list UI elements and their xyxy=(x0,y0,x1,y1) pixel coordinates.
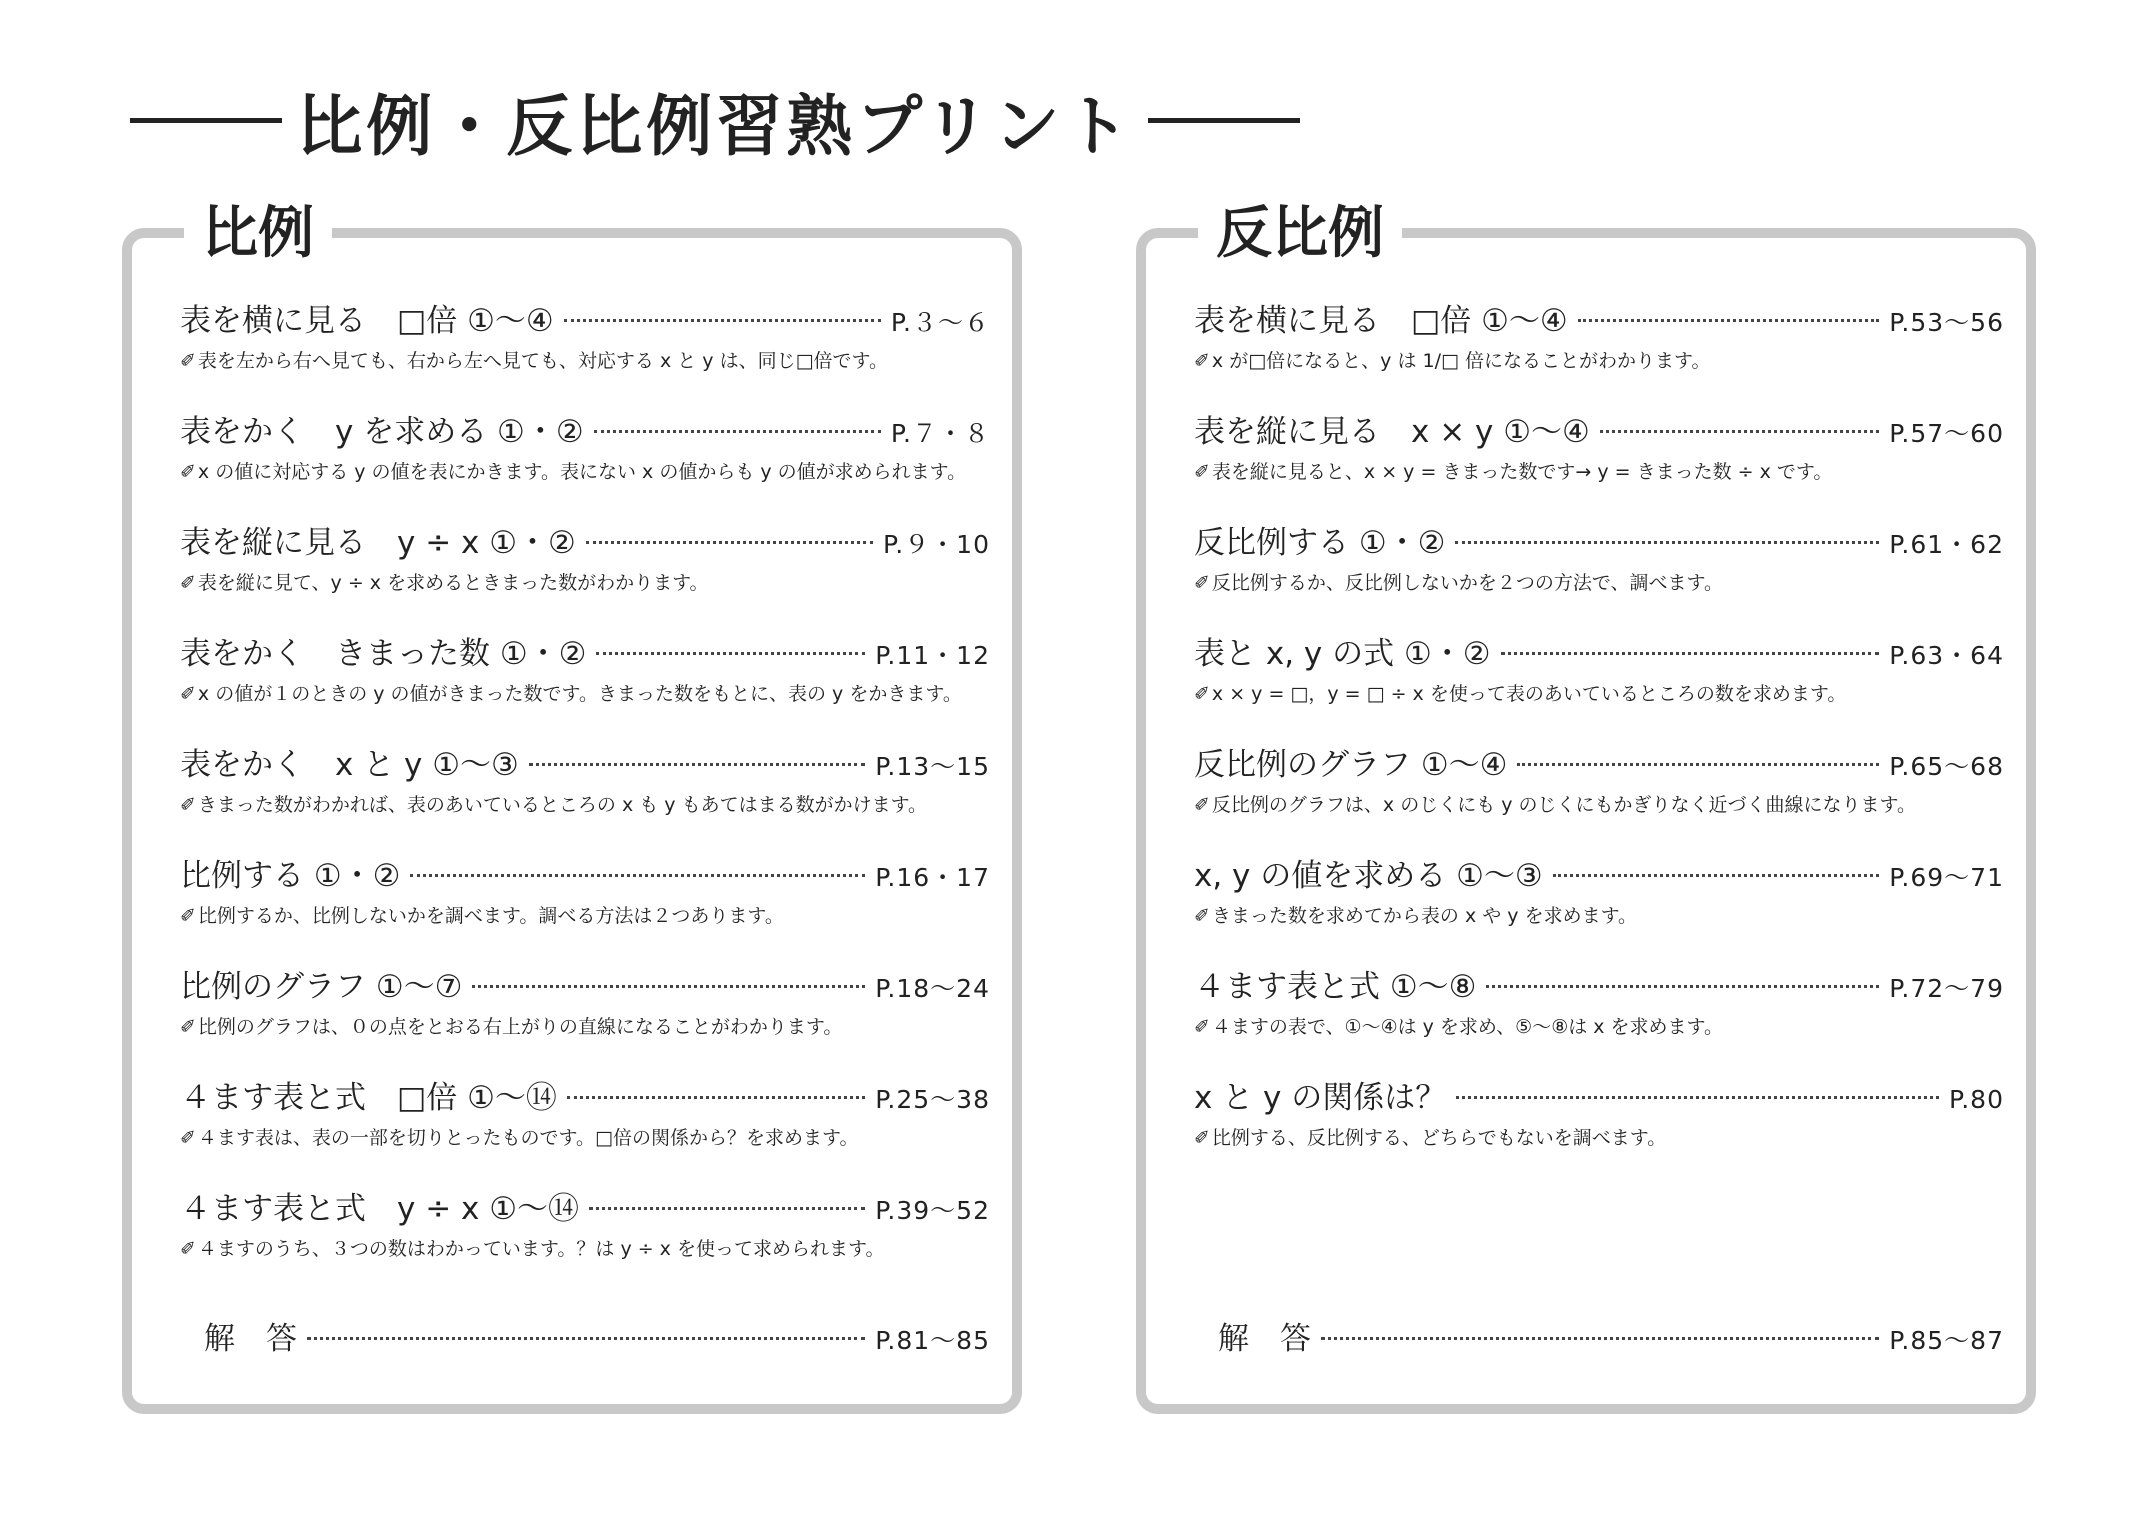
leader-dots xyxy=(564,319,881,322)
item-title: 反比例のグラフ ①〜④ xyxy=(1194,747,1508,783)
page-title-row xyxy=(130,70,1300,170)
answer-item[interactable] xyxy=(1194,1318,2004,1418)
item-note: ４ます表は、表の一部を切りとったものです。□倍の関係から？を求めます。 xyxy=(197,1127,859,1149)
item-note: 反比例するか、反比例しないかを２つの方法で、調べます。 xyxy=(1211,572,1724,594)
page-title: 比例・反比例習熟プリント xyxy=(296,87,1134,165)
pencil-icon: ✐ xyxy=(180,1016,196,1038)
item-page: P.72〜79 xyxy=(1889,974,2004,1003)
toc-item[interactable] xyxy=(180,522,990,622)
toc-item[interactable] xyxy=(1194,411,2004,511)
item-note: きまった数がわかれば、表のあいているところの x も y もあてはまる数がかけます。 xyxy=(197,794,928,816)
leader-dots xyxy=(594,430,881,433)
toc-item[interactable] xyxy=(180,855,990,955)
answer-title: 解 答 xyxy=(1218,1321,1311,1357)
leader-dots xyxy=(1553,874,1880,877)
toc-item[interactable] xyxy=(180,966,990,1066)
toc-item[interactable] xyxy=(1194,1077,2004,1177)
item-title: 表をかく y を求める ①・② xyxy=(180,414,584,450)
item-note: 比例する、反比例する、どちらでもないを調べます。 xyxy=(1211,1127,1667,1149)
item-page: P.13〜15 xyxy=(875,752,990,781)
leader-dots xyxy=(1600,430,1879,433)
leader-dots xyxy=(1501,652,1880,655)
item-title: 反比例する ①・② xyxy=(1194,525,1446,561)
leader-dots xyxy=(1578,319,1880,322)
item-page: P.53〜56 xyxy=(1889,308,2004,337)
item-note: 比例するか、比例しないかを調べます。調べる方法は２つあります。 xyxy=(197,905,784,927)
toc-item[interactable] xyxy=(180,633,990,733)
item-note: x の値に対応する y の値を表にかきます。表にない x の値からも y の値が求められます。 xyxy=(197,461,967,483)
leader-dots xyxy=(567,1096,865,1099)
pencil-icon: ✐ xyxy=(1194,794,1210,816)
proportion-panel xyxy=(122,201,1022,1414)
title-rule-right xyxy=(1148,118,1300,123)
item-title: x と y の関係は？ xyxy=(1194,1080,1447,1116)
toc-item[interactable] xyxy=(1194,633,2004,733)
pencil-icon: ✐ xyxy=(180,794,196,816)
leader-dots xyxy=(1321,1337,1879,1340)
toc-item[interactable] xyxy=(1194,522,2004,622)
item-title: 表をかく x と y ①〜③ xyxy=(180,747,519,783)
leader-dots xyxy=(589,1207,865,1210)
item-title: x, y の値を求める ①〜③ xyxy=(1194,858,1543,894)
item-title: 表を縦に見る y ÷ x ①・② xyxy=(180,525,576,561)
toc-item[interactable] xyxy=(180,744,990,844)
pencil-icon: ✐ xyxy=(1194,572,1210,594)
answer-title: 解 答 xyxy=(204,1321,297,1357)
item-note: ４ますの表で、①〜④は y を求め、⑤〜⑧は x を求めます。 xyxy=(1211,1016,1724,1038)
answer-page: P.81〜85 xyxy=(875,1326,990,1355)
pencil-icon: ✐ xyxy=(1194,350,1210,372)
pencil-icon: ✐ xyxy=(180,905,196,927)
item-page: P.61・62 xyxy=(1889,530,2004,559)
leader-dots xyxy=(1486,985,1879,988)
item-title: 表を横に見る □倍 ①〜④ xyxy=(1194,303,1568,339)
item-note: 表を縦に見て、y ÷ x を求めるときまった数がわかります。 xyxy=(197,572,709,594)
leader-dots xyxy=(586,541,873,544)
toc-item[interactable] xyxy=(180,411,990,511)
toc-item[interactable] xyxy=(1194,855,2004,955)
pencil-icon: ✐ xyxy=(1194,683,1210,705)
title-rule-left xyxy=(130,118,282,123)
item-note: x × y = □，y = □ ÷ x を使って表のあいているところの数を求めます。 xyxy=(1211,683,1847,705)
item-note: x の値が１のときの y の値がきまった数です。きまった数をもとに、表の y をかきます。 xyxy=(197,683,962,705)
toc-item[interactable] xyxy=(1194,744,2004,844)
leader-dots xyxy=(472,985,865,988)
item-note: きまった数を求めてから表の x や y を求めます。 xyxy=(1211,905,1638,927)
leader-dots xyxy=(307,1337,865,1340)
item-page: P.25〜38 xyxy=(875,1085,990,1114)
leader-dots xyxy=(596,652,865,655)
item-title: ４ます表と式 ①〜⑧ xyxy=(1194,969,1477,1005)
leader-dots xyxy=(1455,541,1879,544)
item-page: P.７・８ xyxy=(890,419,990,448)
item-title: 表と x, y の式 ①・② xyxy=(1194,636,1491,672)
item-note: 比例のグラフは、０の点をとおる右上がりの直線になることがわかります。 xyxy=(197,1016,843,1038)
item-note: x が□倍になると、y は 1/□ 倍になることがわかります。 xyxy=(1211,350,1711,372)
toc-item[interactable] xyxy=(180,300,990,400)
item-page: P.18〜24 xyxy=(875,974,990,1003)
item-title: 表をかく きまった数 ①・② xyxy=(180,636,587,672)
leader-dots xyxy=(529,763,865,766)
toc-item[interactable] xyxy=(1194,300,2004,400)
item-page: P.80 xyxy=(1949,1085,2004,1114)
panel-heading: 比例 xyxy=(184,202,332,266)
pencil-icon: ✐ xyxy=(1194,1016,1210,1038)
item-page: P.57〜60 xyxy=(1889,419,2004,448)
item-note: 反比例のグラフは、x のじくにも y のじくにもかぎりなく近づく曲線になります。 xyxy=(1211,794,1917,816)
item-title: 比例のグラフ ①〜⑦ xyxy=(180,969,463,1005)
item-page: P.16・17 xyxy=(875,863,990,892)
answer-item[interactable] xyxy=(180,1318,990,1418)
pencil-icon: ✐ xyxy=(180,350,196,372)
item-page: P.39〜52 xyxy=(875,1196,990,1225)
item-page: P.69〜71 xyxy=(1889,863,2004,892)
item-page: P.63・64 xyxy=(1889,641,2004,670)
item-title: 表を縦に見る x × y ①〜④ xyxy=(1194,414,1590,450)
leader-dots xyxy=(410,874,865,877)
toc-item[interactable] xyxy=(180,1077,990,1177)
pencil-icon: ✐ xyxy=(1194,1127,1210,1149)
pencil-icon: ✐ xyxy=(180,572,196,594)
pencil-icon: ✐ xyxy=(1194,905,1210,927)
item-note: 表を縦に見ると、x × y = きまった数です→ y = きまった数 ÷ x です。 xyxy=(1211,461,1833,483)
item-page: P.65〜68 xyxy=(1889,752,2004,781)
item-title: 比例する ①・② xyxy=(180,858,401,894)
item-page: P.３〜６ xyxy=(890,308,990,337)
item-page: P.11・12 xyxy=(875,641,990,670)
pencil-icon: ✐ xyxy=(180,1127,196,1149)
answer-page: P.85〜87 xyxy=(1889,1326,2004,1355)
item-title: ４ます表と式 □倍 ①〜⑭ xyxy=(180,1080,557,1116)
item-note: 表を左から右へ見ても、右から左へ見ても、対応する x と y は、同じ□倍です。 xyxy=(197,350,889,372)
leader-dots xyxy=(1456,1096,1939,1099)
leader-dots xyxy=(1517,763,1879,766)
inverse-proportion-panel xyxy=(1136,201,2036,1414)
item-note: ４ますのうち、３つの数はわかっています。？は y ÷ x を使って求められます。 xyxy=(197,1238,885,1260)
pencil-icon: ✐ xyxy=(1194,461,1210,483)
panel-heading: 反比例 xyxy=(1198,202,1402,266)
toc-item[interactable] xyxy=(1194,966,2004,1066)
pencil-icon: ✐ xyxy=(180,461,196,483)
item-title: ４ます表と式 y ÷ x ①〜⑭ xyxy=(180,1191,580,1227)
item-page: P.９・10 xyxy=(883,530,990,559)
item-title: 表を横に見る □倍 ①〜④ xyxy=(180,303,554,339)
pencil-icon: ✐ xyxy=(180,683,196,705)
pencil-icon: ✐ xyxy=(180,1238,196,1260)
toc-item[interactable] xyxy=(180,1188,990,1288)
